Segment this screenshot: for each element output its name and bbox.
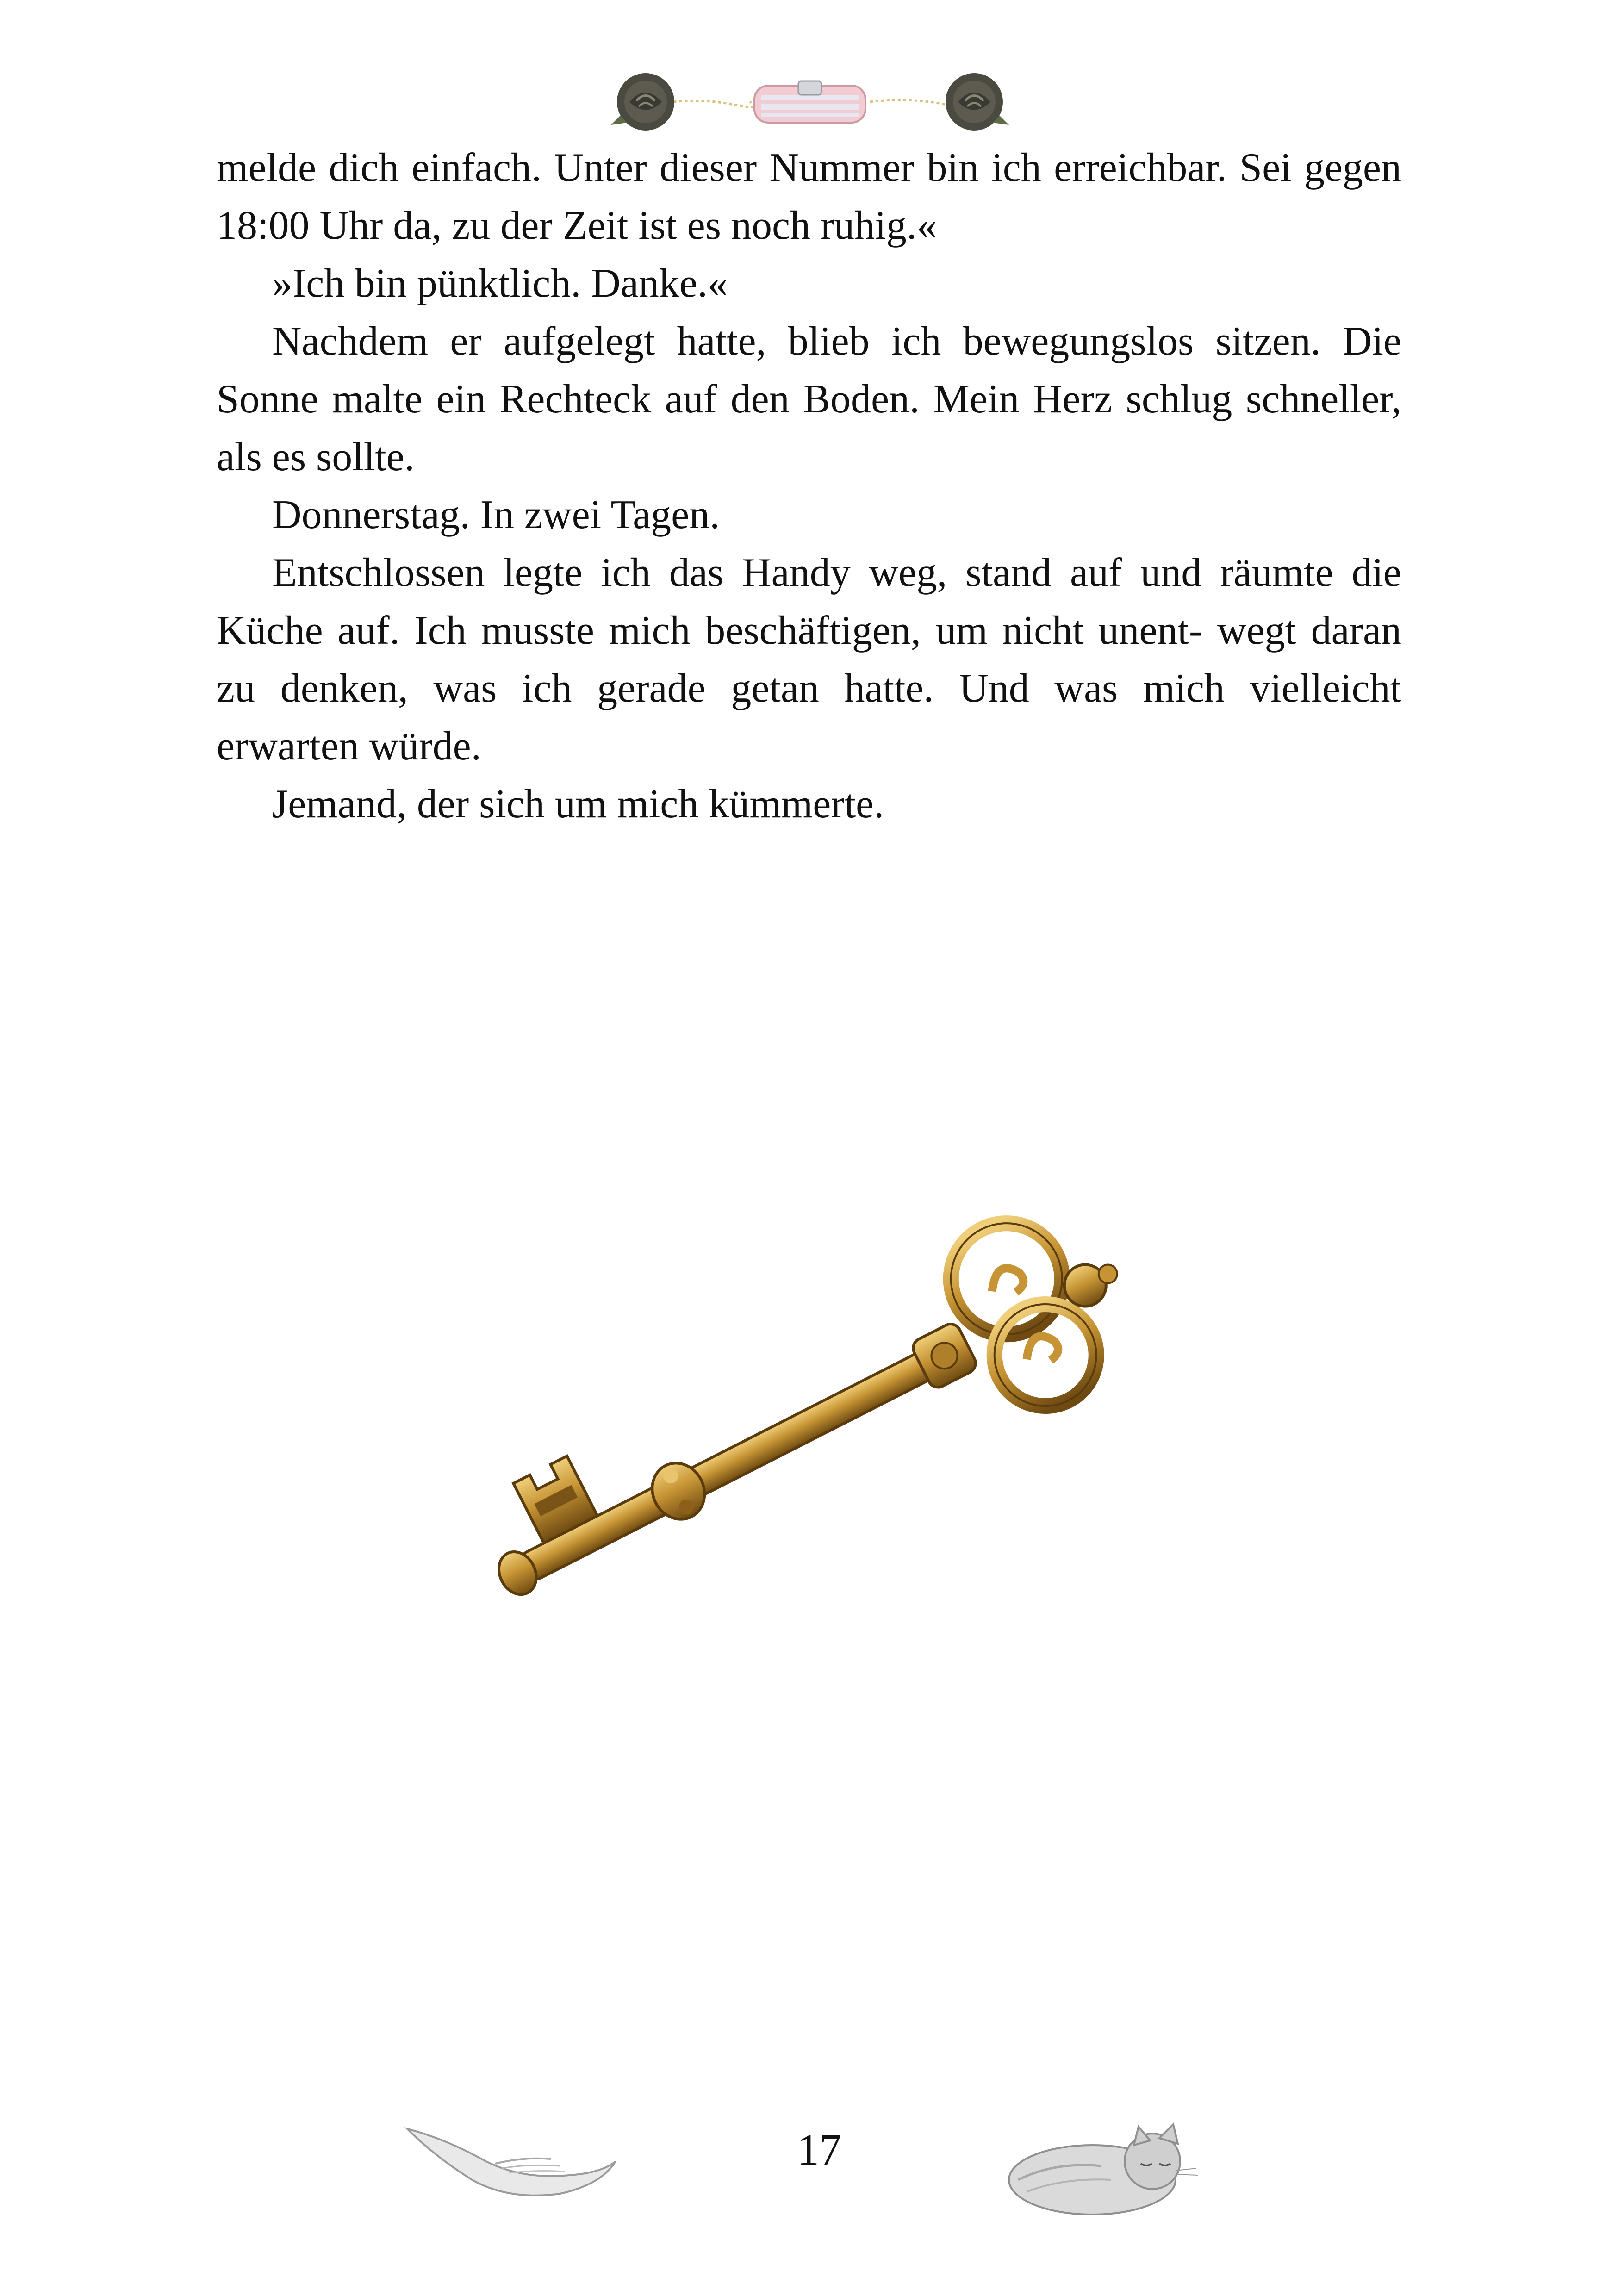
text-line: Nachdem er aufgelegt hatte, blieb ich bewegungslos sitzen. (272, 319, 1321, 364)
page-number: 17 (797, 2125, 841, 2174)
paragraph (217, 139, 1401, 255)
paragraph (217, 544, 1401, 775)
text-line: Die Sonne malte ein Rechteck auf den Boden. Mein Herz schlug (217, 319, 1401, 422)
text-line: schneller, als es sollte. (217, 377, 1401, 479)
paragraph (217, 486, 1401, 544)
text-line: »Ich bin pünktlich. Danke.« (272, 261, 728, 306)
rose-left-icon (611, 73, 674, 131)
golden-key-icon (403, 1203, 1217, 1643)
text-line: wegt daran zu denken, was ich gerade getan hatte. Und was (217, 608, 1402, 711)
sleeping-cat-icon (1000, 2110, 1203, 2221)
rose-right-icon (946, 73, 1009, 131)
paragraph (217, 255, 1401, 312)
paragraph (217, 312, 1401, 486)
text-line: die Küche auf. Ich musste mich beschäftigen, um nicht unent- (217, 550, 1401, 653)
header-ornament (602, 60, 1018, 139)
paragraph (217, 775, 1401, 833)
body-text (217, 139, 1401, 833)
hand-icon (403, 2110, 620, 2203)
text-line: mich vielleicht erwarten würde. (217, 666, 1402, 769)
text-line: Sei gegen 18:00 Uhr da, zu der Zeit ist es noch ruhig.« (217, 145, 1401, 248)
text-line: Jemand, der sich um mich kümmerte. (272, 782, 884, 827)
text-line: melde dich einfach. Unter dieser Nummer bin ich erreichbar. (217, 145, 1227, 190)
text-line: Donnerstag. In zwei Tagen. (272, 492, 720, 537)
text-line: Entschlossen legte ich das Handy weg, stand auf und räumte (272, 550, 1333, 595)
collar-icon (754, 81, 865, 123)
